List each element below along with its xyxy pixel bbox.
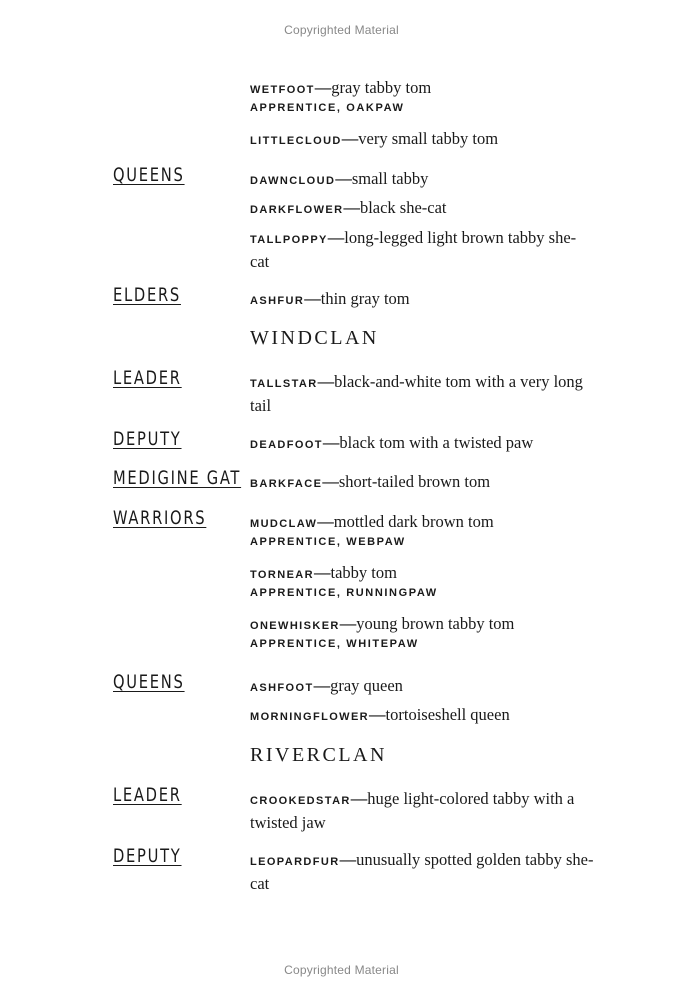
cat-description: unusually spotted golden tabby she-cat (250, 850, 594, 893)
section-label-deputy: DEPUTY (113, 428, 182, 450)
apprentice-line: APPRENTICE, WHITEPAW (250, 638, 419, 650)
em-dash: — (317, 512, 334, 531)
cat-name: DARKFLOWER (250, 204, 344, 216)
section-label-queens: QUEENS (113, 671, 185, 693)
cat-entry (250, 562, 595, 586)
section-label-medicine-cat: MEDIGINE GAT (113, 467, 242, 489)
em-dash: — (314, 563, 331, 582)
em-dash: — (317, 372, 335, 391)
cat-name: WETFOOT (250, 84, 315, 96)
cat-name: ONEWHISKER (250, 620, 340, 632)
em-dash: — (322, 433, 340, 452)
em-dash: — (369, 705, 386, 724)
em-dash: — (339, 850, 357, 869)
cat-name: TORNEAR (250, 569, 314, 581)
clan-heading-riverclan: RIVERCLAN (250, 744, 387, 766)
copyright-footer: Copyrighted Material (284, 963, 399, 977)
cat-entry (250, 675, 595, 699)
cat-name: DEADFOOT (250, 439, 323, 451)
cat-entry (250, 77, 595, 101)
cat-description: tabby tom (330, 563, 397, 582)
em-dash: — (313, 676, 331, 695)
cat-entry (250, 371, 595, 416)
em-dash: — (314, 78, 332, 97)
section-label-leader: LEADER (113, 367, 182, 389)
cat-entry (250, 128, 595, 152)
cat-description: very small tabby tom (358, 129, 499, 148)
cat-description: mottled dark brown tom (333, 512, 494, 531)
cat-name: LITTLECLOUD (250, 135, 342, 147)
apprentice-line: APPRENTICE, WEBPAW (250, 536, 406, 548)
cat-name: CROOKEDSTAR (250, 795, 351, 807)
cat-entry (250, 511, 595, 535)
cat-name: ASHFUR (250, 295, 305, 307)
em-dash: — (343, 198, 360, 217)
cat-entry (250, 788, 595, 833)
cat-entry (250, 197, 595, 221)
cat-description: black tom with a twisted paw (339, 433, 534, 452)
cat-entry (250, 168, 595, 192)
cat-entry (250, 471, 595, 495)
em-dash: — (327, 228, 345, 247)
cat-name: LEOPARDFUR (250, 856, 340, 868)
em-dash: — (322, 472, 339, 491)
cat-name: TALLPOPPY (250, 234, 328, 246)
em-dash: — (350, 789, 368, 808)
cat-name: MUDCLAW (250, 518, 318, 530)
cat-name: TALLSTAR (250, 378, 318, 390)
cat-name: BARKFACE (250, 478, 323, 490)
clan-heading-windclan: WINDCLAN (250, 327, 379, 349)
cat-entry (250, 227, 595, 272)
em-dash: — (304, 289, 321, 308)
section-label-warriors: WARRIORS (113, 507, 207, 529)
section-label-leader: LEADER (113, 784, 182, 806)
cat-description: short-tailed brown tom (338, 472, 491, 491)
cat-description: thin gray tom (320, 289, 410, 308)
cat-name: ASHFOOT (250, 682, 314, 694)
em-dash: — (341, 129, 359, 148)
cat-description: gray queen (330, 676, 403, 695)
cat-description: black she-cat (359, 198, 447, 217)
em-dash: — (339, 614, 357, 633)
cat-entry (250, 849, 595, 894)
cat-description: black-and-white tom with a very long tail (250, 372, 583, 415)
cat-description: tortoiseshell queen (385, 705, 510, 724)
apprentice-line: APPRENTICE, RUNNINGPAW (250, 587, 438, 599)
cat-description: long-legged light brown tabby she-cat (250, 228, 577, 271)
copyright-header: Copyrighted Material (284, 23, 399, 37)
section-label-queens: QUEENS (113, 164, 185, 186)
apprentice-line: APPRENTICE, OAKPAW (250, 102, 405, 114)
cat-entry (250, 613, 595, 637)
section-label-deputy: DEPUTY (113, 845, 182, 867)
cat-description: young brown tabby tom (356, 614, 515, 633)
section-label-elders: ELDERS (113, 284, 181, 306)
cat-entry (250, 288, 595, 312)
cat-name: DAWNCLOUD (250, 175, 336, 187)
cat-description: huge light-colored tabby with a twisted jaw (250, 789, 575, 832)
cat-description: small tabby (351, 169, 429, 188)
em-dash: — (335, 169, 352, 188)
cat-entry (250, 432, 595, 456)
cat-entry (250, 704, 595, 728)
cat-description: gray tabby tom (331, 78, 432, 97)
cat-name: MORNINGFLOWER (250, 711, 370, 723)
